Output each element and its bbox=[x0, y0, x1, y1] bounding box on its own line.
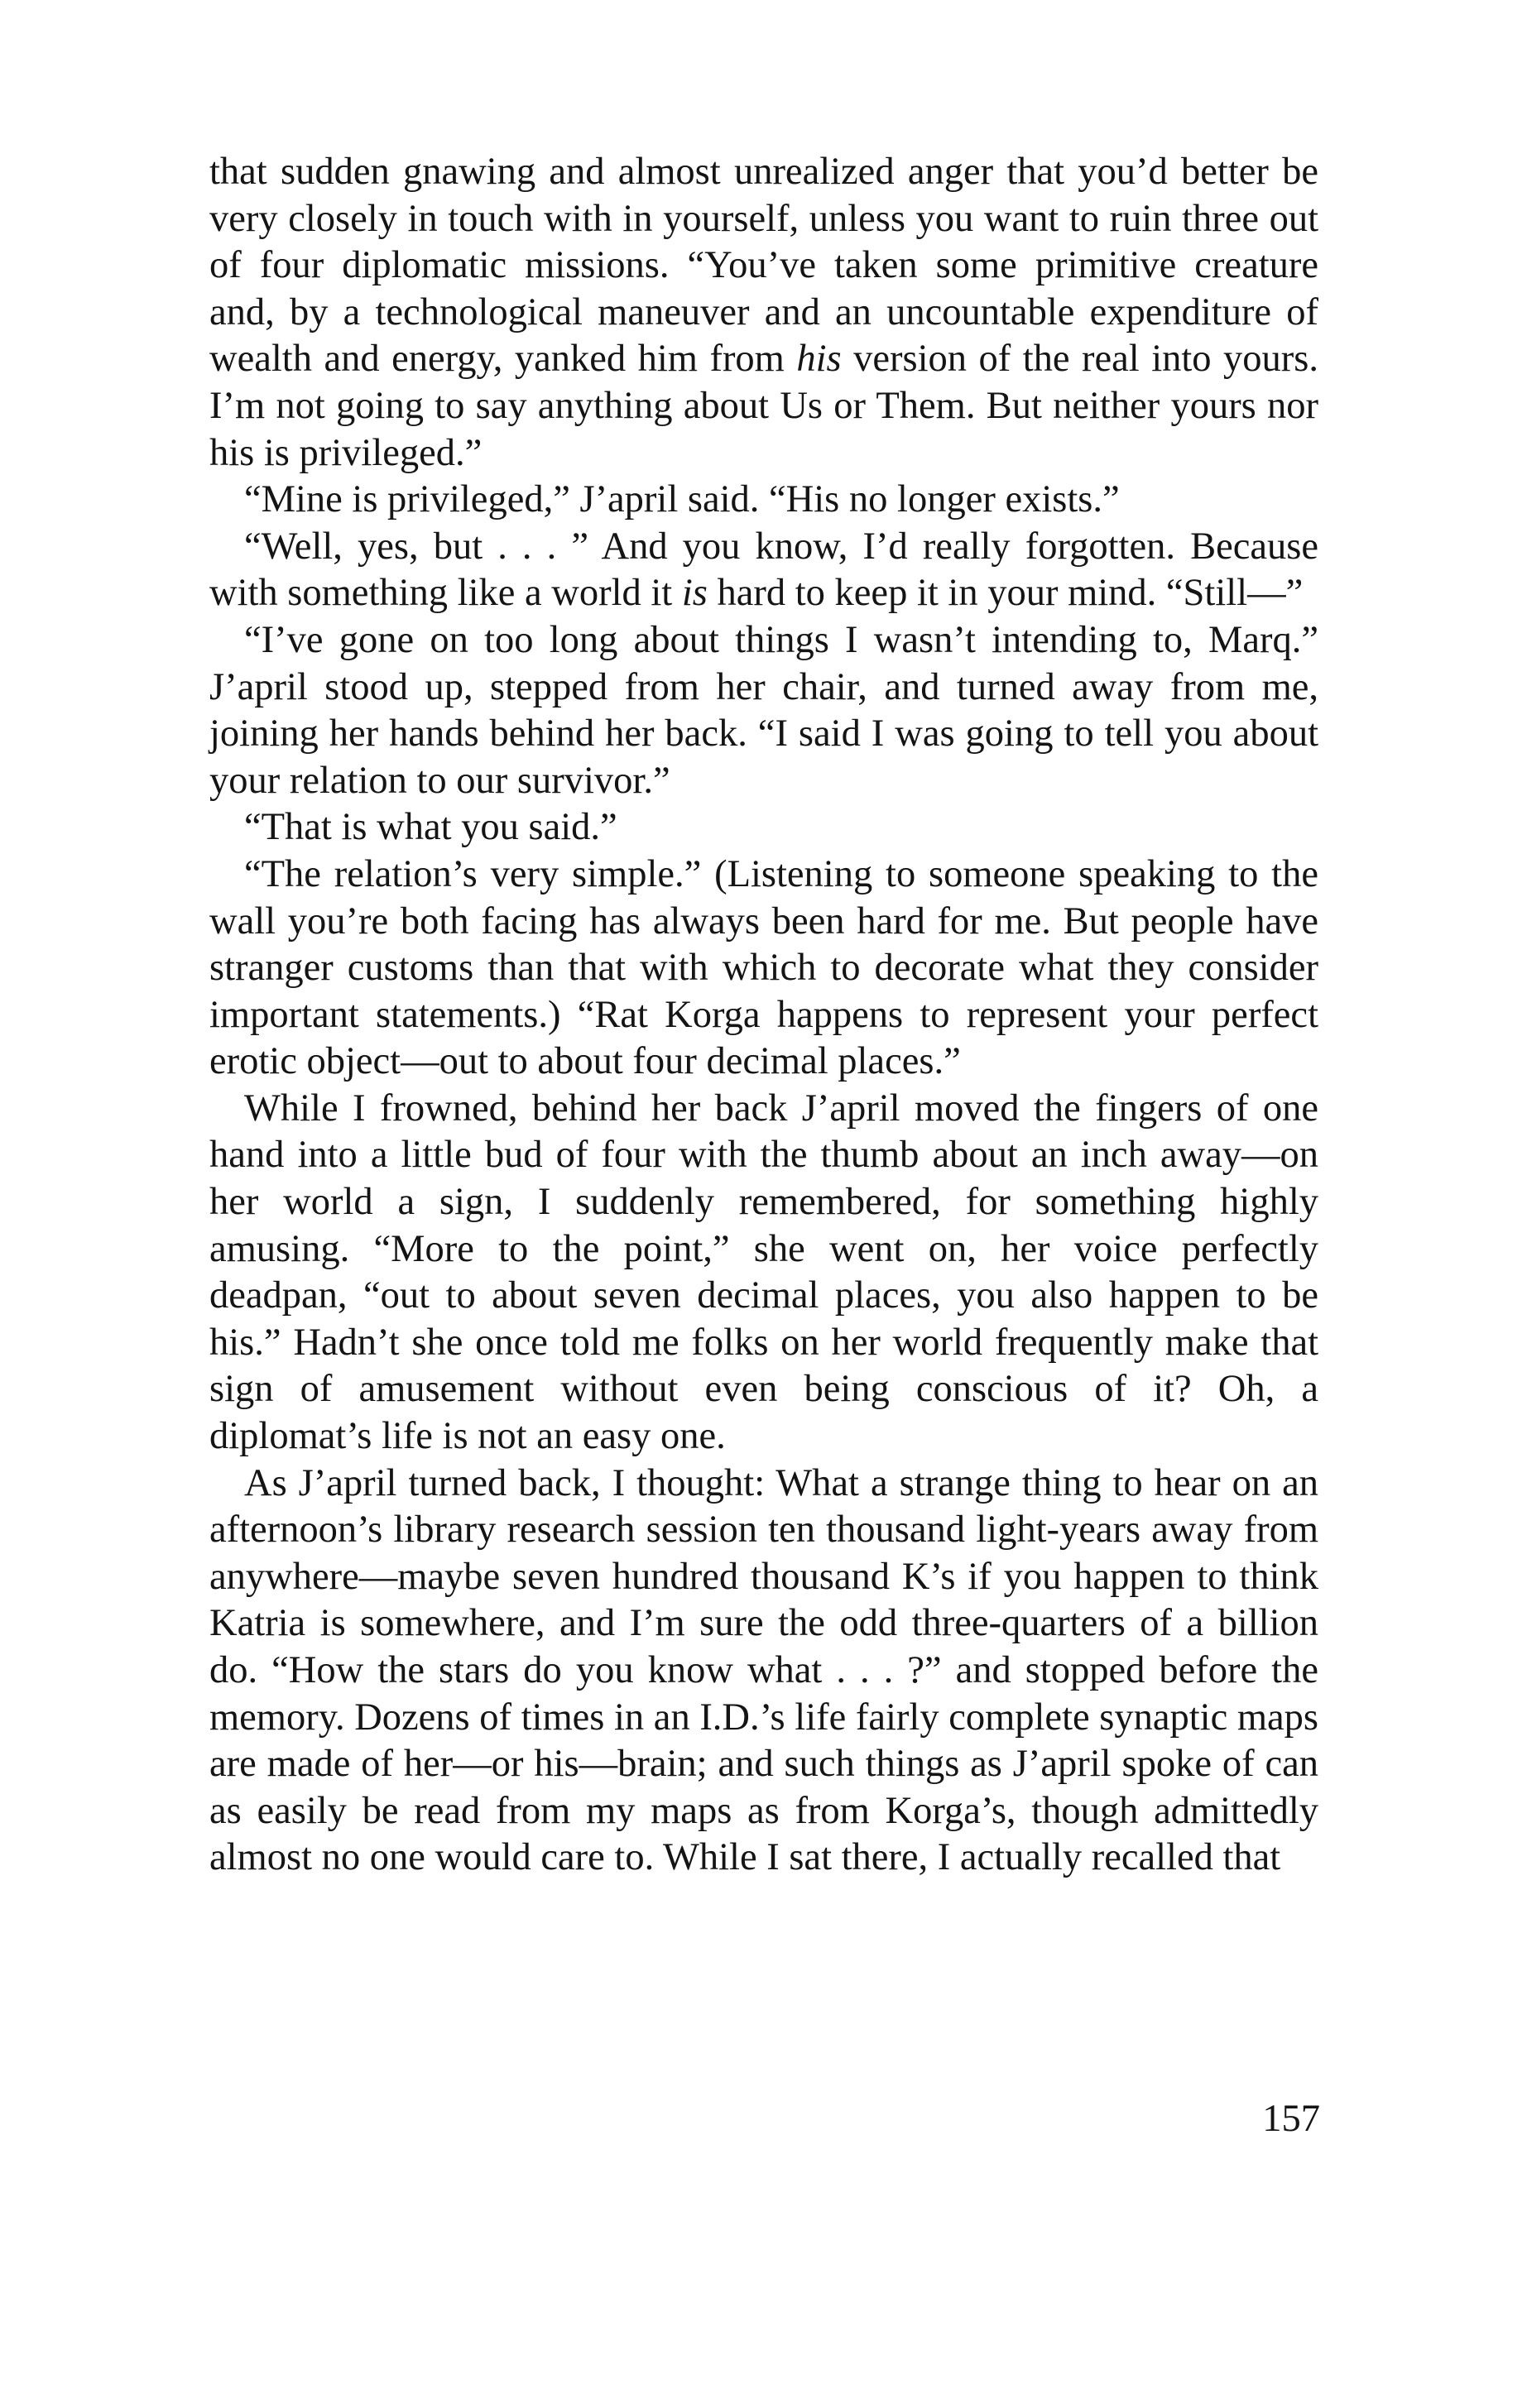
paragraph bbox=[209, 149, 1318, 477]
text-span: As J’april turned back, I thought: What a strange thing to hear on an afternoon’s library research session ten thousand light-years away from anywhere—maybe seven hundred thousand K’s if you happen to think Katria is somewhere, and I’m sure the odd three-quarters of a billion do. “How the stars do you know what . . . ?” and stopped before the memory. Dozens of times in an I.D.’s life fairly complete synaptic maps are made of her—or his—brain; and such things as J’april spoke of can as easily be read from my maps as from Korga’s, though admittedly almost no one would care to. While I sat there, I actually recalled that bbox=[209, 1461, 1318, 1879]
paragraph bbox=[209, 1461, 1318, 1882]
text-span: While I frowned, behind her back J’april moved the fingers of one hand into a little bud of four with the thumb about an inch away—on her world a sign, I suddenly remembered, for something highly amusing. “More to the point,” she went on, her voice perfectly deadpan, “out to about seven decimal places, you also happen to be his.” Hadn’t she once told me folks on her world frequently make that sign of amusement without even being conscious of it? Oh, a diplomat’s life is not an easy one. bbox=[209, 1086, 1318, 1458]
paragraph bbox=[209, 524, 1318, 617]
page-body bbox=[209, 149, 1318, 1882]
paragraph bbox=[209, 851, 1318, 1086]
text-span: “The relation’s very simple.” (Listening to someone speaking to the wall you’re both facing has always been hard for me. But people have stranger customs than that with which to decorate what they consider important statements.) “Rat Korga happens to represent your perfect erotic object—out to about four decimal places.” bbox=[209, 852, 1318, 1083]
italic-text: his bbox=[796, 338, 842, 381]
italic-text: is bbox=[681, 572, 708, 615]
paragraph bbox=[209, 477, 1318, 524]
page-number: 157 bbox=[1262, 2098, 1320, 2140]
text-span: “I’ve gone on too long about things I wasn’t intending to, Marq.” J’april stood up, stepped from her chair, and turned away from me, joining her hands behind her back. “I said I was going to tell you about your relation to our survivor.” bbox=[209, 618, 1318, 802]
text-span: that sudden gnawing and almost unrealized anger that you’d better be very closely in touch with in yourself, unless you want to ruin three out of four diplomatic missions. “You’ve taken some primitive creature and, by a technological maneuver and an uncountable expenditure of wealth and energy, yanked him from bbox=[209, 151, 1318, 381]
text-span: “That is what you said.” bbox=[244, 806, 617, 849]
paragraph bbox=[209, 804, 1318, 851]
text-span: “Mine is privileged,” J’april said. “His no longer exists.” bbox=[244, 478, 1120, 521]
paragraph bbox=[209, 1086, 1318, 1461]
text-span: version of the real into yours. I’m not going to say anything about Us or Them. But neither yours nor his is privileged.” bbox=[209, 338, 1318, 474]
text-span: “Well, yes, but . . . ” And you know, I’d really forgotten. Because with something like a world it bbox=[209, 525, 1318, 615]
paragraph bbox=[209, 617, 1318, 804]
text-span: hard to keep it in your mind. “Still—” bbox=[707, 572, 1304, 615]
